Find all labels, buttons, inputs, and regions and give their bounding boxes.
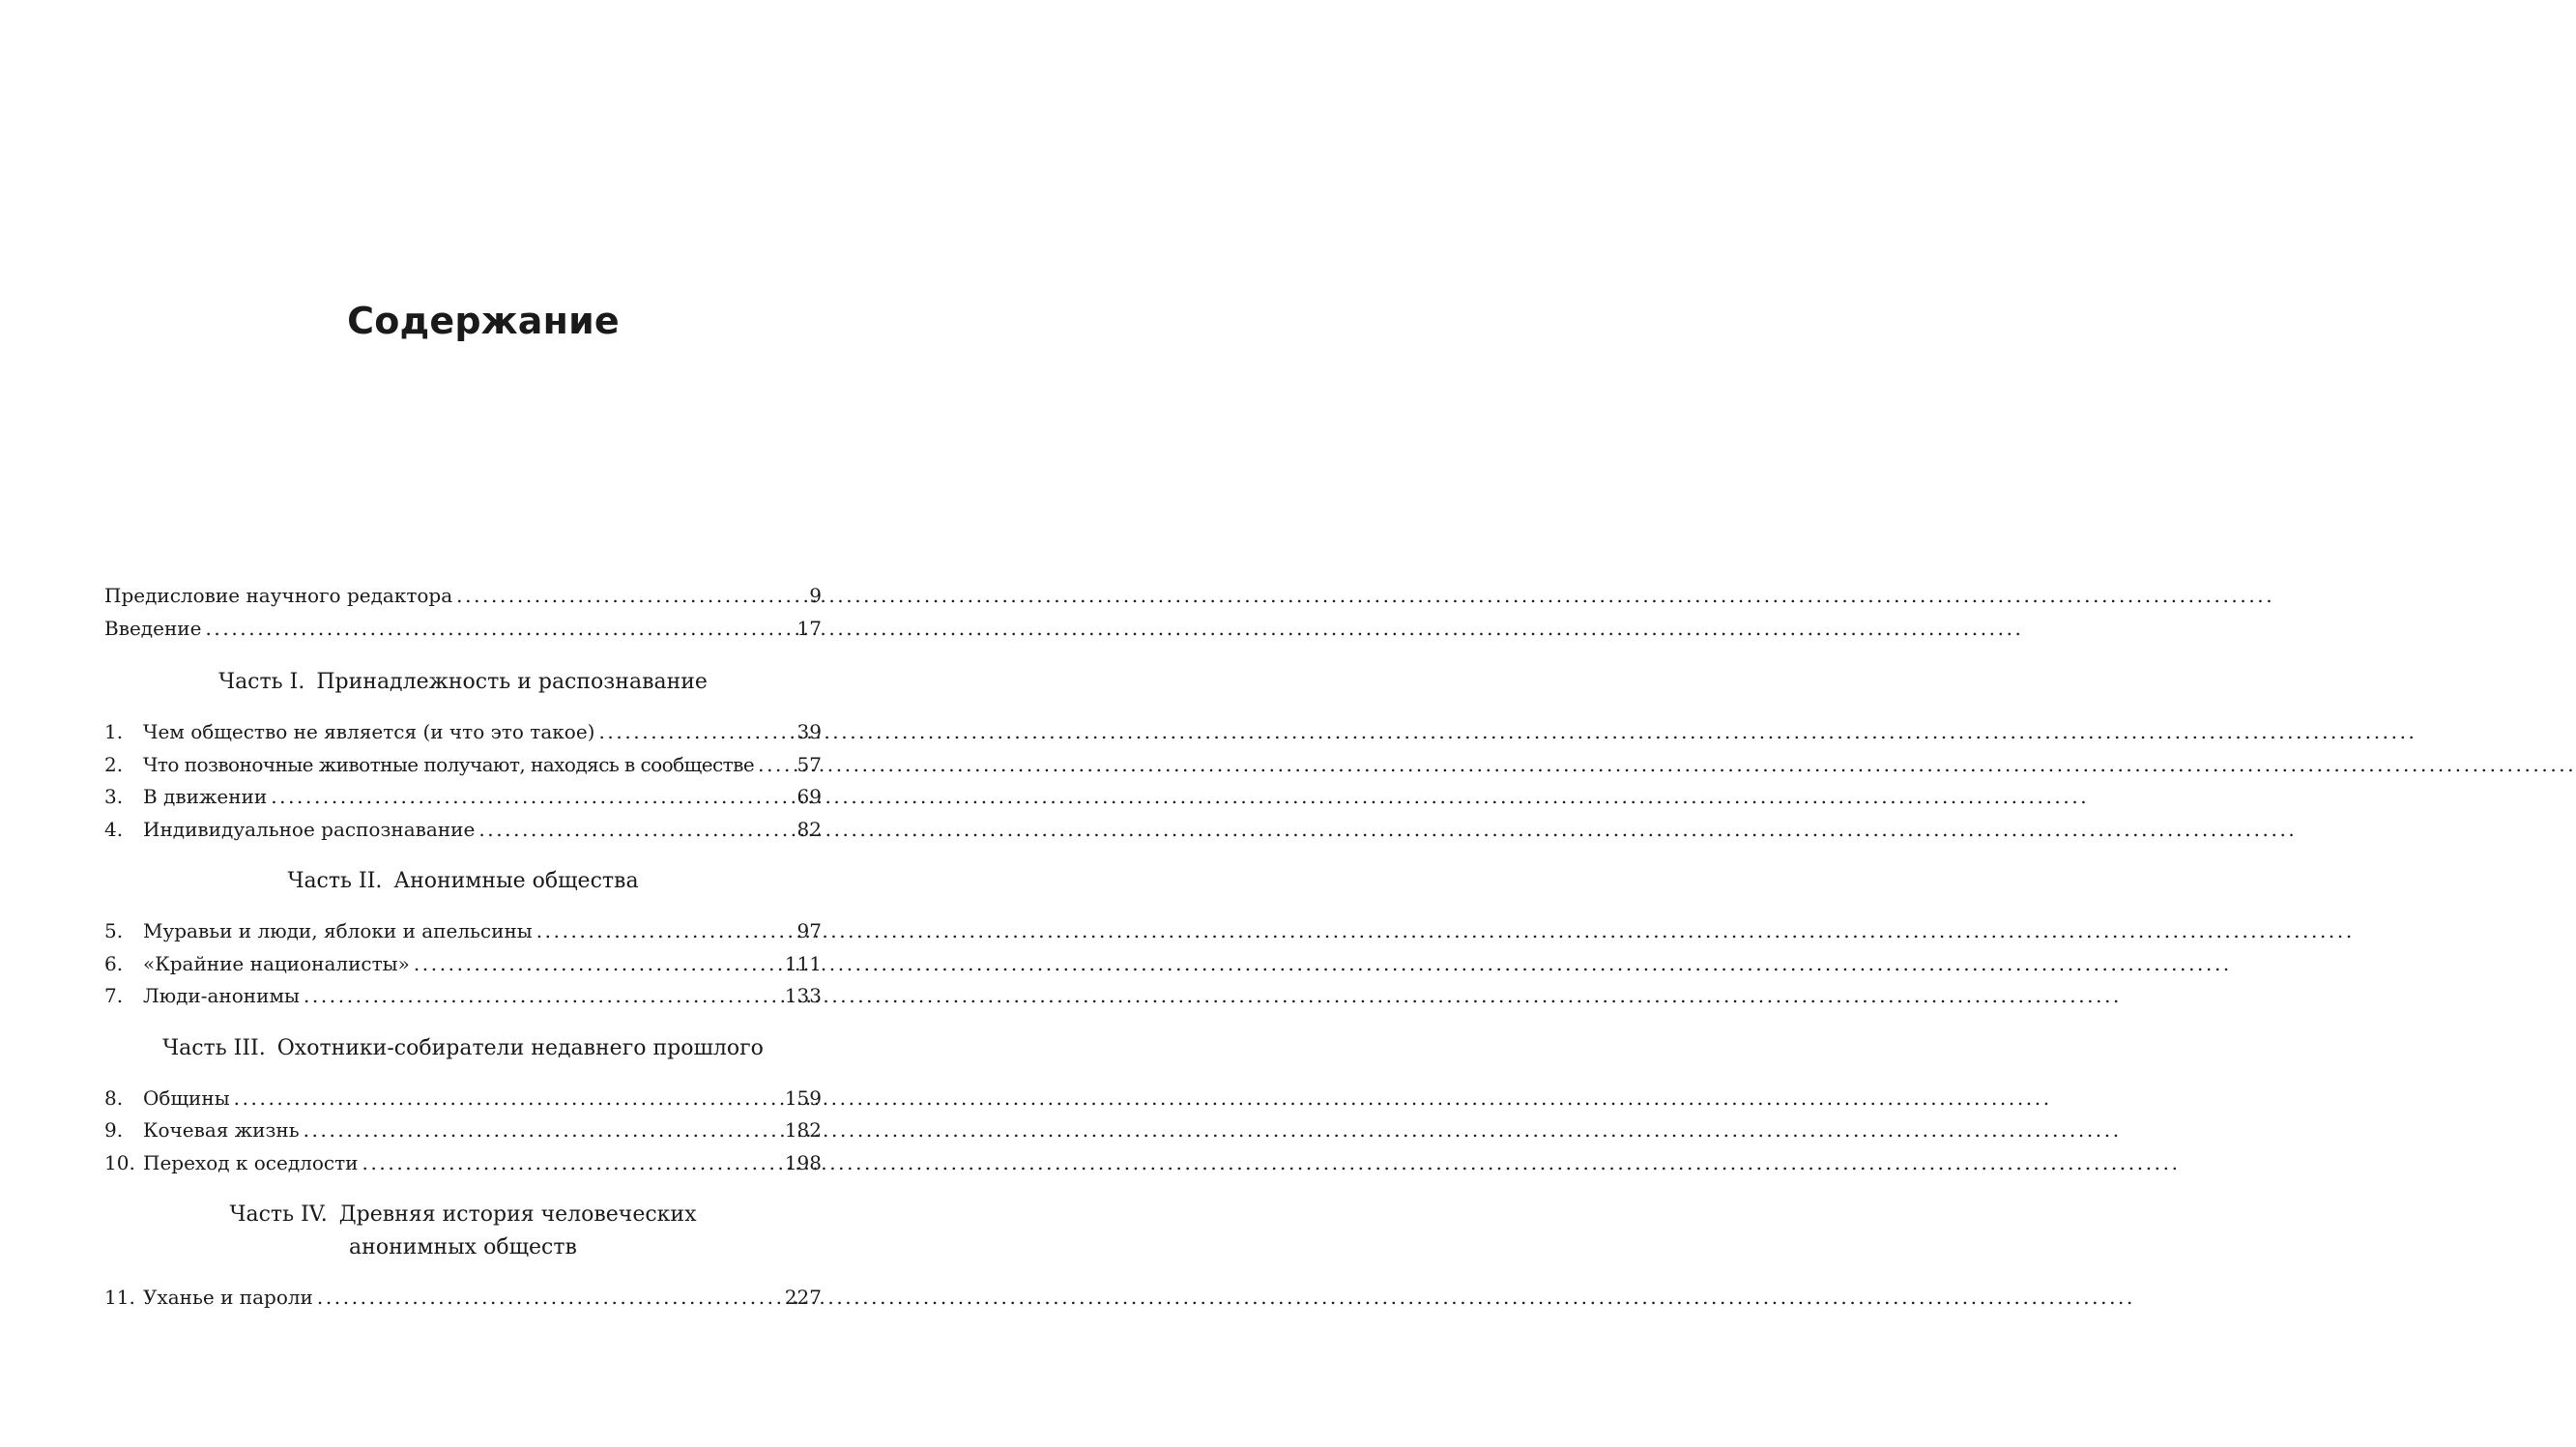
chapter-number: 9. <box>104 1118 124 1142</box>
dot-leader <box>304 1114 782 1147</box>
toc-entry-label: «Крайние националисты» <box>143 951 410 975</box>
toc-entry-label: Что позвоночные животные получают, находясь в сообществе <box>143 752 755 776</box>
toc-entry-page: 97 <box>796 919 822 942</box>
toc-entry-chapter[interactable] <box>104 948 822 981</box>
chapter-number: 6. <box>104 951 124 975</box>
part-title: Принадлежность и распознавание <box>316 670 708 694</box>
chapter-number: 3. <box>104 785 124 808</box>
chapter-number: 10. <box>104 1150 135 1174</box>
table-of-contents <box>104 580 822 1315</box>
chapter-number: 7. <box>104 984 124 1007</box>
toc-entry-chapter[interactable] <box>104 980 822 1013</box>
dot-leader <box>271 781 794 814</box>
toc-entry-preface[interactable] <box>104 580 822 613</box>
toc-entry-label: Кочевая жизнь <box>143 1118 300 1142</box>
part-number: Часть III. <box>162 1035 266 1060</box>
part-number: Часть II. <box>287 869 383 893</box>
chapter-number: 1. <box>104 720 124 743</box>
toc-entry-label: Чем общество не является (и что это такое) <box>143 720 595 743</box>
toc-entry-page: 198 <box>784 1150 822 1174</box>
chapter-number: 4. <box>104 817 124 841</box>
chapter-number: 2. <box>104 752 124 776</box>
chapter-number: 8. <box>104 1085 124 1110</box>
part-heading-4 <box>104 1199 822 1264</box>
toc-entry-page: 182 <box>784 1118 822 1142</box>
part-title-line1: Древняя история человеческих <box>338 1202 697 1227</box>
toc-entry-chapter[interactable] <box>104 716 822 749</box>
chapter-number: 5. <box>104 919 124 942</box>
toc-entry-label: Муравьи и люди, яблоки и апельсины <box>143 919 533 942</box>
toc-entry-chapter[interactable] <box>104 1114 822 1147</box>
toc-entry-chapter[interactable] <box>104 781 822 814</box>
toc-entry-introduction[interactable] <box>104 613 822 646</box>
toc-entry-page: 82 <box>796 817 822 841</box>
toc-entry-page: 69 <box>796 785 822 808</box>
part-heading-2 <box>104 865 822 898</box>
dot-leader <box>362 1147 782 1180</box>
dot-leader <box>205 613 794 646</box>
dot-leader <box>304 980 782 1013</box>
toc-entry-chapter[interactable] <box>104 915 822 948</box>
toc-entry-page: 227 <box>784 1286 822 1309</box>
toc-entry-chapter[interactable] <box>104 1147 822 1180</box>
dot-leader <box>234 1083 782 1115</box>
toc-entry-label: Введение <box>104 616 202 640</box>
dot-leader <box>536 915 795 948</box>
dot-leader <box>478 814 794 847</box>
toc-entry-page: 57 <box>796 752 822 776</box>
dot-leader <box>456 580 806 613</box>
toc-entry-label: Переход к оседлости <box>143 1150 359 1174</box>
part-title-line2: анонимных обществ <box>349 1235 577 1259</box>
page-title: Содержание <box>347 300 620 342</box>
toc-entry-page: 9 <box>809 584 822 607</box>
part-number: Часть I. <box>218 670 305 694</box>
part-heading-3 <box>104 1032 822 1065</box>
dot-leader <box>414 948 782 981</box>
toc-entry-label: Общины <box>143 1085 230 1110</box>
toc-entry-chapter[interactable] <box>104 1282 822 1315</box>
toc-entry-page: 133 <box>784 984 822 1007</box>
part-title: Анонимные общества <box>393 869 639 893</box>
dot-leader <box>758 749 794 782</box>
part-title: Охотники-собиратели недавнего прошлого <box>276 1035 764 1060</box>
toc-entry-label: Индивидуальное распознавание <box>143 817 476 841</box>
toc-entry-page: 17 <box>796 616 822 640</box>
toc-entry-page: 111 <box>784 951 822 975</box>
toc-entry-label: Предисловие научного редактора <box>104 584 453 607</box>
part-number: Часть IV. <box>229 1202 328 1227</box>
toc-entry-chapter[interactable] <box>104 814 822 847</box>
chapter-number: 11. <box>104 1286 135 1309</box>
toc-entry-chapter[interactable] <box>104 1083 822 1115</box>
toc-entry-page: 159 <box>784 1085 822 1110</box>
toc-entry-label: Уханье и пароли <box>143 1286 313 1309</box>
dot-leader <box>598 716 794 749</box>
toc-entry-chapter[interactable] <box>104 749 822 782</box>
toc-entry-label: Люди-анонимы <box>143 984 300 1007</box>
toc-entry-page: 39 <box>796 720 822 743</box>
dot-leader <box>317 1282 782 1315</box>
toc-entry-label: В движении <box>143 785 268 808</box>
part-heading-1 <box>104 666 822 699</box>
